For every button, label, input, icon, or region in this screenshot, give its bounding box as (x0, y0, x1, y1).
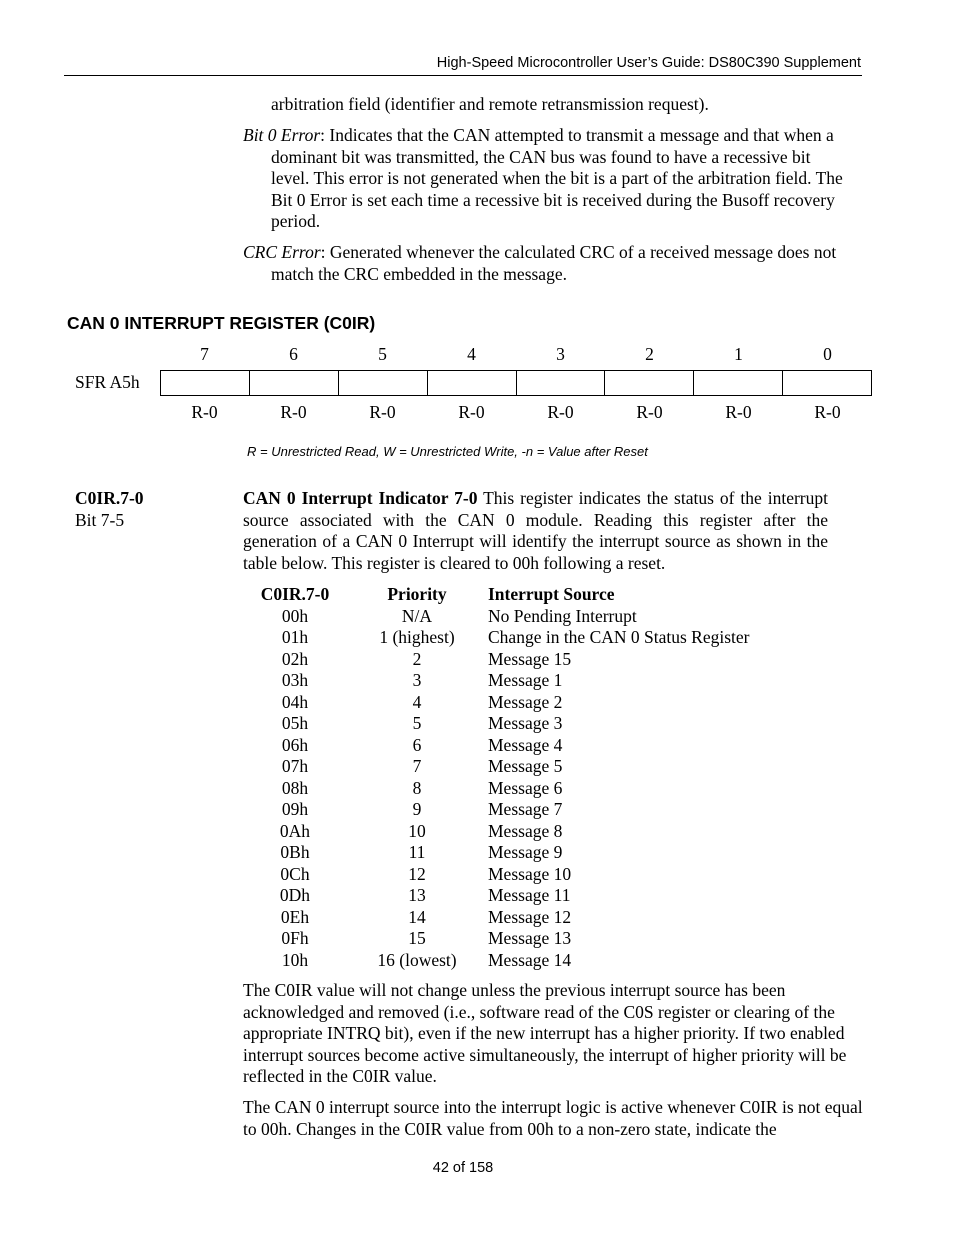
table-cell: 0Ch (280, 863, 310, 884)
bit-reset-value: R-0 (191, 402, 218, 422)
table-cell: Message 4 (488, 734, 563, 755)
table-cell: Message 12 (488, 906, 572, 927)
table-row (243, 627, 750, 649)
register-bit-cell (428, 370, 517, 396)
table-cell: 0Fh (281, 928, 309, 948)
table-cell: 13 (408, 885, 426, 905)
table-cell: Change in the CAN 0 Status Register (488, 627, 750, 647)
register-bit-cell (783, 370, 872, 396)
bit-reset-value: R-0 (369, 402, 396, 422)
table-cell: Message 14 (488, 949, 572, 970)
table-cell: 7 (412, 756, 422, 776)
table-cell: 0Bh (280, 842, 310, 862)
table-row (243, 692, 750, 714)
table-row (243, 799, 750, 821)
arbitration-continuation: arbitration field (identifier and remote retransmission request). (271, 94, 709, 114)
page-header-title: High-Speed Microcontroller User’s Guide: DS80C390 Supplement (436, 55, 861, 71)
register-legend: R = Unrestricted Read, W = Unrestricted Write, -n = Value after Reset (247, 444, 648, 459)
table-cell: 03h (281, 670, 309, 690)
register-bit-cell (694, 370, 783, 396)
table-cell: 00h (281, 605, 309, 626)
column-header: Priority (387, 584, 447, 604)
bit-reset-value: R-0 (814, 402, 841, 422)
table-cell: 16 (lowest) (377, 949, 457, 970)
table-cell: 01h (281, 627, 309, 647)
table-cell: Message 5 (488, 756, 563, 776)
table-cell: 09h (281, 799, 309, 819)
table-cell: N/A (401, 605, 433, 626)
bit-number: 4 (467, 344, 476, 364)
table-cell: 9 (412, 799, 422, 819)
table-cell: 10h (281, 949, 309, 970)
bit-reset-value: R-0 (458, 402, 485, 422)
table-cell: Message 3 (488, 713, 563, 733)
table-cell: Message 15 (488, 648, 572, 669)
bit-reset-value: R-0 (547, 402, 574, 422)
table-cell: 06h (281, 734, 309, 755)
value-change-paragraph: The C0IR value will not change unless the previous interrupt source has been acknowledged and removed (i.e., software read of the C0S register or clearing of the appropriate INTRQ bit), even if the new interrupt has a higher priority. If two enabled interrupt sources become active simultaneously, the interrupt of higher priority will be reflected in the C0IR value. (243, 980, 847, 1086)
table-row (243, 907, 750, 929)
table-row (243, 756, 750, 778)
table-row (243, 649, 750, 671)
table-cell: 04h (281, 691, 309, 712)
table-cell: Message 1 (488, 670, 563, 690)
column-header: C0IR.7-0 (260, 584, 330, 604)
bit0-error-text: : Indicates that the CAN attempted to transmit a message and that when a dominant bit was transmitted, the CAN bus was found to have a recessive bit level. This error is not generated when the bit is a part of the arbitration field. The Bit 0 Error is set each time a recessive bit is received during the Busoff recovery period. (271, 125, 843, 231)
table-cell: 12 (408, 863, 426, 884)
table-row (243, 713, 750, 735)
table-cell: Message 11 (488, 885, 571, 905)
table-cell: Message 2 (488, 691, 563, 712)
table-cell: No Pending Interrupt (488, 605, 637, 626)
table-cell: 07h (281, 756, 309, 776)
register-bit-cell (517, 370, 606, 396)
table-row (243, 864, 750, 886)
table-cell: Message 8 (488, 820, 563, 841)
field-title: CAN 0 Interrupt Indicator 7-0 (243, 488, 478, 508)
table-cell: 11 (408, 842, 426, 862)
bit-reset-value: R-0 (636, 402, 663, 422)
table-cell: Message 7 (488, 799, 563, 819)
crc-error-paragraph (243, 242, 850, 285)
register-bit-cell (339, 370, 428, 396)
field-description (243, 488, 828, 574)
table-cell: 02h (281, 648, 309, 669)
bit0-error-paragraph (243, 125, 850, 233)
table-cell: Message 10 (488, 863, 572, 884)
bit-number: 6 (289, 344, 298, 364)
field-bits: Bit 7-5 (75, 510, 125, 530)
bit-number: 5 (378, 344, 387, 364)
table-cell: Message 13 (488, 928, 572, 948)
register-bit-cell (160, 370, 250, 396)
register-bit-cell (605, 370, 694, 396)
table-row (243, 885, 750, 907)
table-cell: 15 (408, 928, 426, 948)
interrupt-logic-paragraph: The CAN 0 interrupt source into the interrupt logic is active whenever C0IR is not equal to 00h. Changes in the C0IR value from 00h to a non-zero state, indicate the (243, 1097, 863, 1139)
table-cell: 08h (281, 777, 309, 798)
crc-error-text: : Generated whenever the calculated CRC of a received message does not match the CRC embedded in the message. (271, 242, 837, 284)
table-row (243, 821, 750, 843)
table-row (243, 606, 750, 628)
bit-number: 1 (734, 344, 743, 364)
table-cell: 10 (408, 820, 426, 841)
register-bit-cell (250, 370, 339, 396)
table-header-row (243, 584, 750, 606)
table-cell: 6 (412, 734, 422, 755)
section-heading: CAN 0 INTERRUPT REGISTER (C0IR) (67, 313, 376, 333)
table-row (243, 670, 750, 692)
register-bit-boxes (160, 370, 872, 396)
table-cell: 1 (highest) (379, 627, 455, 647)
table-cell: 0Eh (280, 906, 310, 927)
table-row (243, 778, 750, 800)
bit-number: 7 (200, 344, 209, 364)
table-cell: Message 6 (488, 777, 563, 798)
table-row (243, 842, 750, 864)
bit-reset-value: R-0 (280, 402, 307, 422)
table-cell: 0Dh (279, 885, 311, 905)
sfr-address-label: SFR A5h (75, 372, 140, 392)
bit-number: 3 (556, 344, 565, 364)
table-row (243, 735, 750, 757)
table-cell: 8 (412, 777, 422, 798)
table-row (243, 928, 750, 950)
table-cell: 2 (412, 648, 422, 669)
table-cell: Message 9 (488, 842, 563, 862)
header-rule (64, 75, 862, 76)
bit-reset-value: R-0 (725, 402, 752, 422)
interrupt-source-table (243, 584, 750, 971)
field-description-text: This register indicates the status of the interrupt source associated with the CAN 0 module. Reading this register after the generation of a CAN 0 Interrupt will identify the interrupt source as shown in the table below. This register is cleared to 00h following a reset. (243, 488, 828, 573)
bit-number: 0 (823, 344, 832, 364)
bit0-error-term: Bit 0 Error (243, 125, 321, 145)
table-cell: 14 (408, 906, 426, 927)
table-row (243, 950, 750, 972)
table-cell: 05h (281, 713, 309, 733)
bit-number: 2 (645, 344, 654, 364)
column-header: Interrupt Source (488, 584, 615, 604)
crc-error-term: CRC Error (243, 242, 321, 262)
table-cell: 3 (412, 670, 422, 690)
page-number: 42 of 158 (432, 1160, 494, 1176)
field-name: C0IR.7-0 (75, 488, 144, 508)
table-cell: 4 (412, 691, 422, 712)
table-cell: 5 (412, 713, 422, 733)
table-cell: 0Ah (279, 820, 311, 841)
